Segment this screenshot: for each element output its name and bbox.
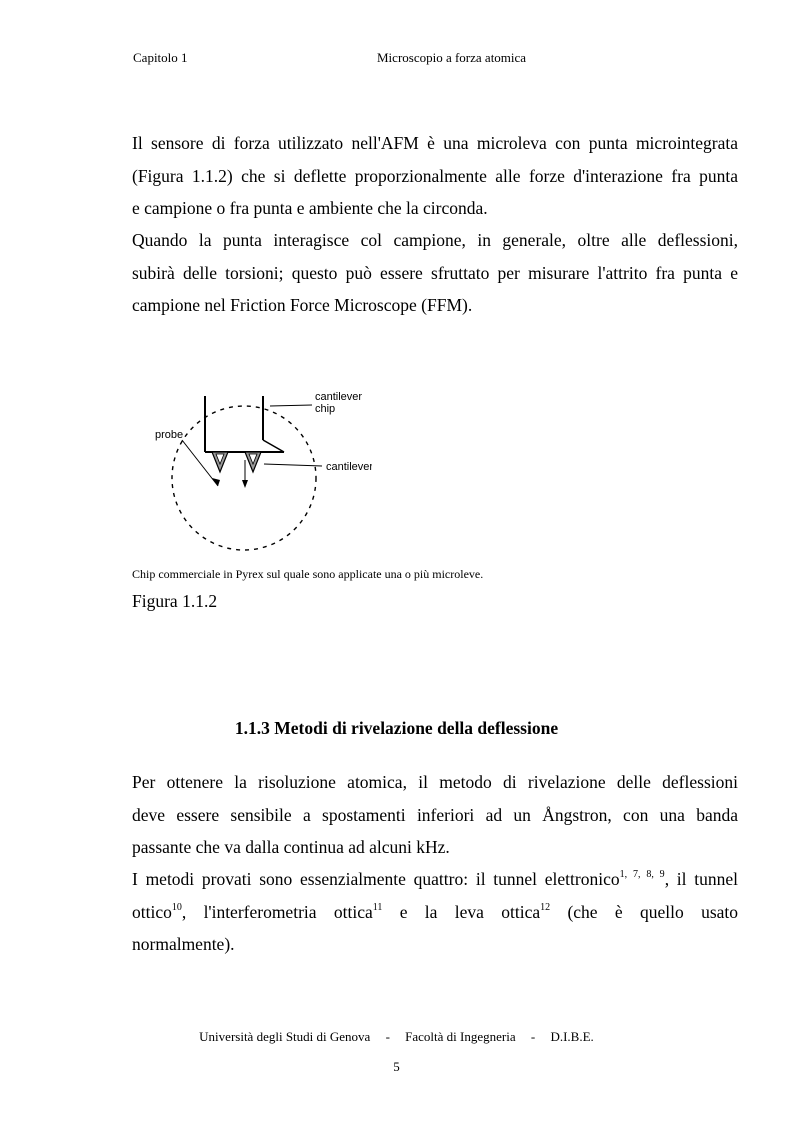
footer-separator: -	[385, 1029, 390, 1044]
label-probe: probe	[155, 429, 184, 441]
paragraph-line: campione nel Friction Force Microscope (FFM).	[132, 295, 473, 315]
leader-line-chip	[270, 405, 312, 406]
text-run: e la leva ottica	[382, 901, 541, 922]
text-run: ottico	[132, 901, 172, 922]
paragraph-line: Quando la punta interagisce col campione, in generale, oltre alle deflessioni,	[132, 230, 738, 250]
paragraph-line: (Figura 1.1.2) che si deflette proporzionalmente alle forze d'interazione fra punta	[132, 165, 738, 186]
paragraph-line	[132, 896, 738, 929]
chip-outline	[263, 440, 284, 452]
paragraph-line: e campione o fra punta e ambiente che la circonda.	[132, 198, 488, 218]
footnote-ref: 12	[540, 901, 551, 913]
paragraph-force-sensor	[132, 127, 738, 225]
paragraph-line: deve essere sensibile a spostamenti inferiori ad un Ångstron, con una banda	[132, 804, 738, 825]
footer-university: Università degli Studi di Genova	[199, 1029, 371, 1044]
figure-number: Figura 1.1.2	[132, 591, 218, 611]
text-run: , il tunnel	[664, 869, 738, 889]
leader-line-probe	[182, 440, 218, 486]
leader-line-cantilever	[264, 464, 322, 466]
section-title: 1.1.3 Metodi di rivelazione della deflessione	[234, 718, 559, 738]
paragraph-line: Per ottenere la risoluzione atomica, il metodo di rivelazione delle deflessioni	[132, 772, 738, 792]
dashed-circle	[172, 406, 316, 550]
paragraph-line: subirà delle torsioni; questo può essere sfruttato per misurare l'attrito fra punta e	[132, 262, 738, 283]
text-run: (che è quello usato	[550, 901, 739, 922]
paragraph-friction	[132, 224, 738, 322]
running-header-title: Microscopio a forza atomica	[377, 50, 527, 65]
footnote-ref: 10	[171, 901, 182, 913]
figure-caption: Chip commerciale in Pyrex sul quale sono applicate una o più microleve.	[132, 567, 484, 581]
cantilever-chip-figure	[132, 360, 372, 560]
footer-department: D.I.B.E.	[550, 1029, 594, 1044]
page-footer	[0, 1029, 793, 1045]
footer-faculty: Facoltà di Ingegneria	[405, 1029, 516, 1044]
cantilever-diagram	[132, 360, 372, 560]
text-run: I metodi provati sono essenzialmente quattro: il tunnel elettronico	[132, 869, 620, 889]
footnote-ref: 1, 7, 8, 9	[619, 869, 665, 880]
label-chip: chip	[315, 403, 336, 415]
arrow-head	[212, 478, 220, 486]
paragraph-line: passante che va dalla continua ad alcuni kHz.	[132, 837, 450, 857]
page-number: 5	[393, 1059, 400, 1074]
footnote-ref: 11	[372, 901, 383, 913]
footer-separator: -	[530, 1029, 536, 1044]
label-cantilever: cantilever	[326, 461, 372, 473]
paragraph-resolution	[132, 766, 738, 864]
paragraph-line: normalmente).	[132, 934, 235, 954]
arrow-head	[242, 480, 248, 488]
label-cantilever-chip: cantilever	[315, 391, 363, 403]
text-run: , l'interferometria ottica	[181, 901, 373, 922]
paragraph-line: Il sensore di forza utilizzato nell'AFM è una microleva con punta microintegrata	[132, 133, 738, 153]
running-header-chapter: Capitolo 1	[133, 50, 188, 65]
paragraph-line	[132, 863, 738, 896]
paragraph-methods	[132, 863, 738, 961]
